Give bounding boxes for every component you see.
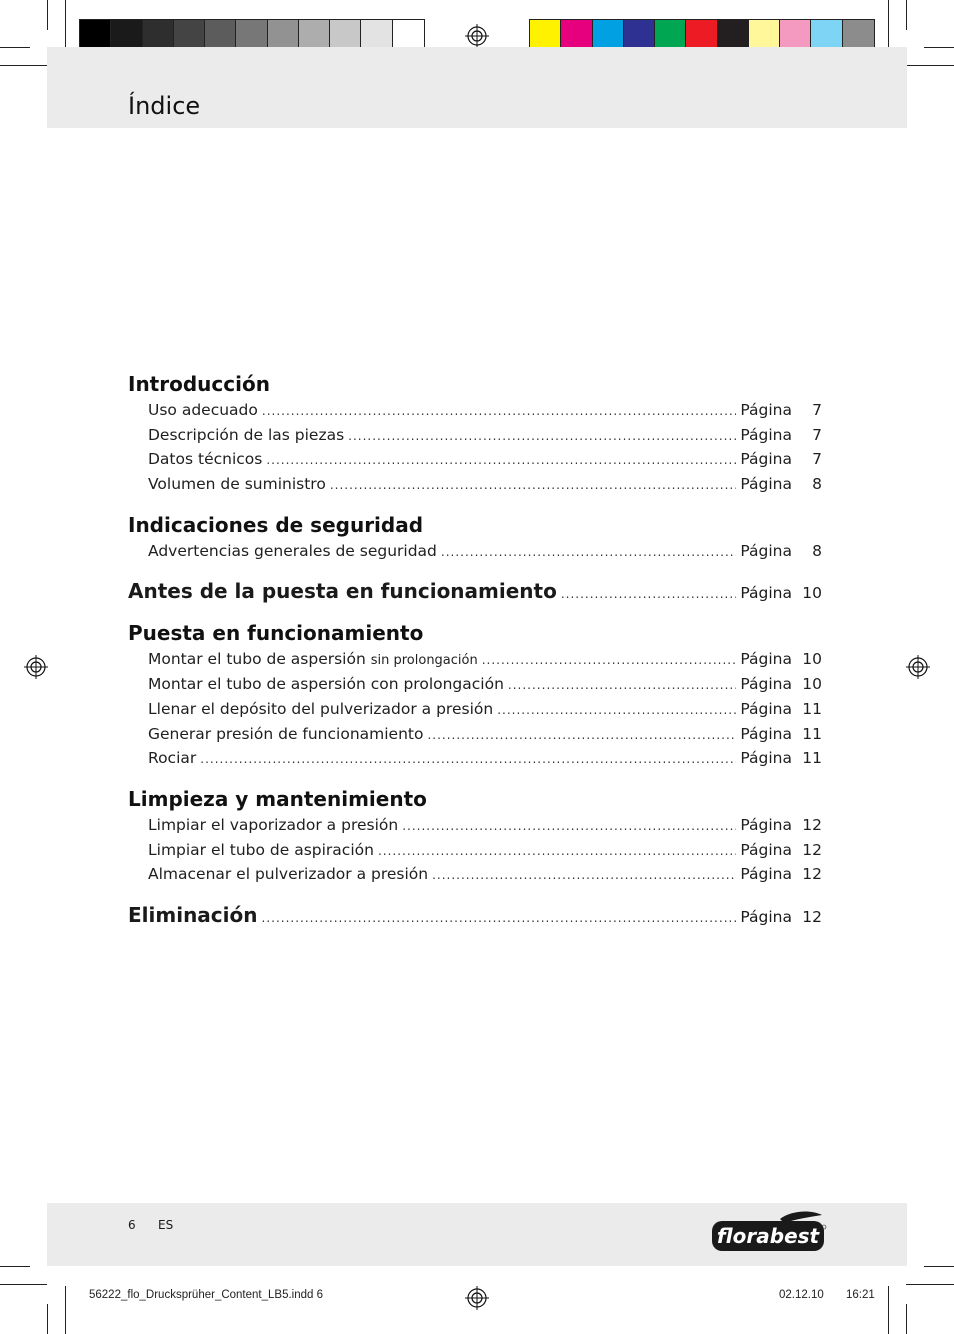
toc-section-heading: Puesta en funcionamiento [128, 621, 424, 646]
toc-entry[interactable] [128, 862, 822, 887]
toc-section-heading[interactable] [128, 901, 822, 929]
grayscale-bar [79, 19, 425, 50]
registration-target-icon [465, 1286, 489, 1310]
color-swatch [299, 20, 330, 49]
page-number: 11 [802, 749, 822, 768]
page-word: Página [740, 815, 792, 834]
color-swatch [780, 20, 811, 49]
page-number: 7 [812, 450, 822, 469]
page-number: 8 [812, 475, 822, 494]
toc-entry[interactable] [128, 838, 822, 863]
page-number: 10 [802, 650, 822, 669]
footer-page-number: 6 [128, 1218, 136, 1232]
leader-dots [266, 448, 736, 473]
toc-entry[interactable] [128, 647, 822, 672]
toc-section [128, 619, 822, 770]
leader-dots [262, 904, 737, 932]
entry-label: Montar el tubo de aspersión [148, 650, 366, 669]
page-word: Página [740, 475, 792, 494]
entry-label: Montar el tubo de aspersión con prolongación [148, 675, 504, 694]
color-swatch [718, 20, 749, 49]
slug-filename: 56222_flo_Drucksprüher_Content_LB5.indd 6 [89, 1289, 323, 1301]
leader-dots [330, 473, 737, 498]
page-word: Página [740, 749, 792, 768]
page-word: Página [740, 675, 792, 694]
color-swatch [80, 20, 111, 49]
leader-dots [262, 399, 737, 424]
leader-dots [497, 698, 736, 723]
page-number: 10 [802, 675, 822, 694]
slug-date: 02.12.10 [779, 1289, 824, 1301]
page-number: 8 [812, 541, 822, 560]
color-swatch [749, 20, 780, 49]
leader-dots [200, 747, 736, 772]
color-swatch [111, 20, 142, 49]
toc-entry[interactable] [128, 447, 822, 472]
color-swatch [843, 20, 874, 49]
entry-label: Rociar [148, 749, 197, 768]
registration-target-icon [906, 655, 930, 679]
leader-dots [482, 648, 737, 673]
entry-label-tail: sin prolongación [370, 653, 478, 669]
color-swatch [236, 20, 267, 49]
page-word: Página [740, 401, 792, 419]
entry-label: Datos técnicos [148, 450, 263, 469]
table-of-contents [128, 370, 822, 943]
toc-entry[interactable] [128, 697, 822, 722]
color-swatch [205, 20, 236, 49]
toc-entry[interactable] [128, 398, 822, 423]
page-word: Página [740, 425, 792, 444]
toc-entry[interactable] [128, 672, 822, 697]
color-swatch [593, 20, 624, 49]
entry-label: Volumen de suministro [148, 475, 326, 494]
toc-entry[interactable] [128, 539, 822, 564]
leader-dots [378, 839, 736, 864]
toc-section [128, 370, 822, 497]
toc-section-heading: Introducción [128, 372, 270, 396]
section-title: Antes de la puesta en funcionamiento [128, 579, 557, 604]
color-swatch [330, 20, 361, 49]
page-word: Página [740, 699, 792, 718]
color-swatch [268, 20, 299, 49]
color-swatch [174, 20, 205, 49]
page-word: Página [740, 907, 792, 926]
color-bar [529, 19, 875, 50]
toc-section-heading[interactable] [128, 577, 822, 605]
page-number: 12 [802, 840, 822, 859]
toc-entry[interactable] [128, 423, 822, 448]
page-number: 7 [812, 401, 822, 419]
entry-label: Llenar el depósito del pulverizador a presión [148, 699, 494, 718]
entry-label: Uso adecuado [148, 401, 258, 419]
leader-dots [441, 540, 736, 565]
leader-dots [348, 424, 736, 449]
page-number: 12 [802, 865, 822, 884]
color-swatch [624, 20, 655, 49]
section-title: Eliminación [128, 902, 258, 927]
entry-label: Almacenar el pulverizador a presión [148, 865, 429, 884]
entry-label: Advertencias generales de seguridad [148, 541, 437, 560]
page-word: Página [740, 865, 792, 884]
page-word: Página [740, 650, 792, 669]
entry-label: Generar presión de funcionamiento [148, 724, 424, 743]
logo-text: florabest [716, 1224, 820, 1248]
color-swatch [655, 20, 686, 49]
toc-entry[interactable] [128, 746, 822, 771]
page-word: Página [740, 724, 792, 743]
leader-dots [508, 673, 736, 698]
page-word: Página [740, 584, 792, 603]
leader-dots [432, 863, 736, 888]
leader-dots [561, 580, 737, 608]
page-word: Página [740, 541, 792, 560]
leader-dots [427, 723, 736, 748]
page-number: 11 [802, 724, 822, 743]
toc-entry[interactable] [128, 813, 822, 838]
color-swatch [530, 20, 561, 49]
florabest-logo [710, 1209, 828, 1253]
entry-label: Descripción de las piezas [148, 425, 345, 444]
color-swatch [143, 20, 174, 49]
page-number: 12 [802, 907, 822, 926]
page-title: Índice [128, 92, 201, 120]
toc-section-heading: Limpieza y mantenimiento [128, 786, 427, 811]
color-swatch [561, 20, 592, 49]
color-swatch [811, 20, 842, 49]
toc-section [128, 901, 822, 929]
color-swatch [361, 20, 392, 49]
toc-section-heading: Indicaciones de seguridad [128, 512, 424, 537]
color-swatch [686, 20, 717, 49]
entry-label: Limpiar el tubo de aspiración [148, 840, 374, 859]
color-swatch [393, 20, 424, 49]
page-number: 10 [802, 584, 822, 603]
page-word: Página [740, 450, 792, 469]
toc-entry[interactable] [128, 722, 822, 747]
leader-dots [402, 814, 736, 839]
registration-target-icon [465, 24, 489, 48]
toc-section [128, 511, 822, 564]
page-number: 7 [812, 425, 822, 444]
entry-label: Limpiar el vaporizador a presión [148, 815, 399, 834]
toc-section [128, 577, 822, 605]
page-number: 12 [802, 815, 822, 834]
footer-language: ES [158, 1218, 174, 1232]
page-word: Página [740, 840, 792, 859]
toc-section [128, 785, 822, 887]
toc-entry[interactable] [128, 472, 822, 497]
page-number: 11 [802, 699, 822, 718]
slug-time: 16:21 [846, 1289, 875, 1301]
registration-target-icon [24, 655, 48, 679]
